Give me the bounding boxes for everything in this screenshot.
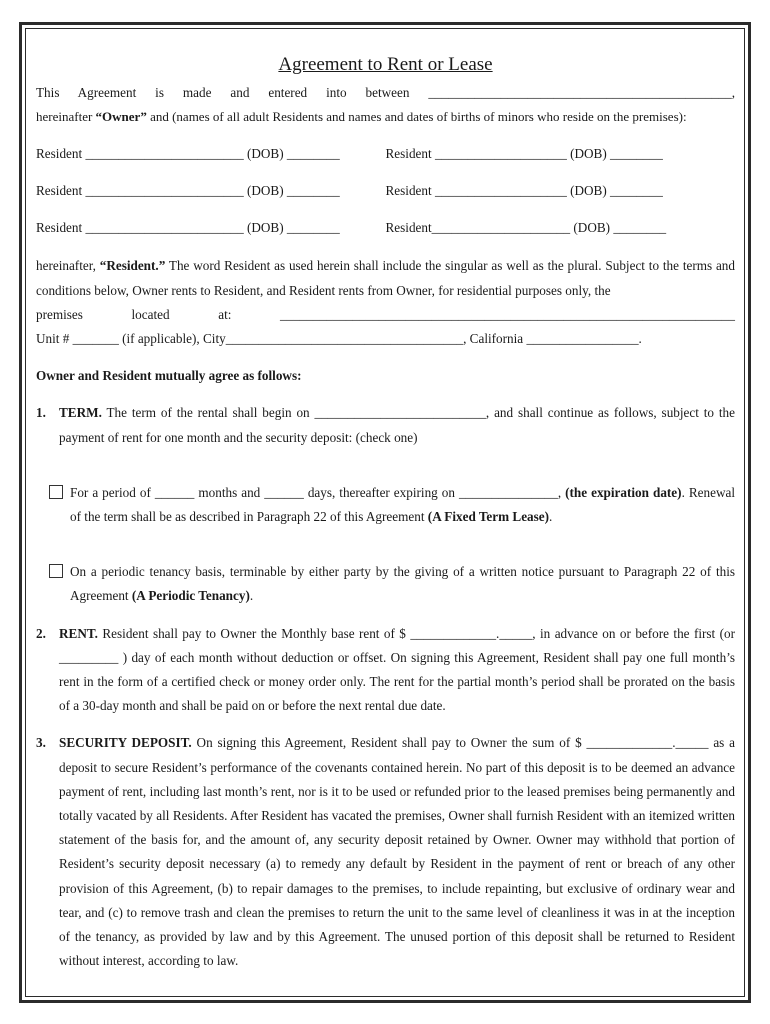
resident-label: “Resident.”	[99, 258, 166, 274]
periodic-tenancy-label: (A Periodic Tenancy)	[131, 588, 250, 604]
periodic-tenancy-checkbox[interactable]	[49, 564, 63, 578]
deposit-body	[59, 731, 735, 973]
resident-field[interactable]: Resident ________________________ (DOB) ________	[36, 220, 340, 236]
section-rent	[36, 622, 735, 719]
fixed-term-lease-label: (A Fixed Term Lease)	[427, 509, 550, 525]
mutual-agreement-heading: Owner and Resident mutually agree as follows:	[36, 368, 302, 384]
rent-heading: RENT.	[59, 625, 98, 641]
resident-field[interactable]: Resident ____________________ (DOB) ________	[385, 183, 663, 199]
periodic-tenancy-text: On a periodic tenancy basis, terminable by either party by the giving of a written notice pursuant to Paragraph 22 of this Agreement	[70, 564, 735, 604]
section-term	[36, 401, 735, 449]
deposit-heading: SECURITY DEPOSIT.	[59, 735, 192, 751]
document-title: Agreement to Rent or Lease	[278, 54, 493, 75]
hereinafter-paragraph	[36, 254, 735, 302]
option-periodic-tenancy	[36, 560, 735, 608]
deposit-text: On signing this Agreement, Resident shall pay to Owner the sum of $ _____________._____ as a deposit to secure Resident’s performance of the covenants contained herein. No part of this deposit is to be deemed an advance payment of rent, including last month’s rent, nor is it to be used or refunded prior to the leased premises being permanently and totally vacated by all Residents. After Resident has vacated the premises, Owner shall furnish Resident with an itemized written statement of the basis for, and the amount of, any security deposit retained by Owner. Owner may withhold that portion of Resident’s security deposit necessary (a) to remedy any default by Resident in the payment of rent or breach of any other provision of this Agreement, (b) to repair damages to the premises, to include repainting, but exclusive of ordinary wear and tear, and (c) to remove trash and clean the premises to return the unit to the same level of cleanliness it was in at the inception of the tenancy, as provided by law and by this Agreement. The unused portion of this deposit shall be returned to Resident without interest, according to law.	[59, 735, 735, 969]
fixed-term-renewal-text: . Renewal of the term shall be as described in Paragraph 22 of this Agreement	[70, 484, 735, 525]
intro-residents-instructions: and (names of all adult Residents and names and dates of births of minors who reside on the premises):	[146, 109, 687, 125]
periodic-tenancy-end: .	[249, 588, 254, 604]
section-security-deposit	[36, 731, 735, 973]
intro-hereinafter: hereinafter	[36, 109, 96, 125]
residents-block	[36, 142, 735, 240]
expiration-date-label: (the expiration date)	[565, 484, 682, 500]
agreement-document	[36, 52, 735, 973]
resident-field[interactable]: Resident ________________________ (DOB) ________	[36, 183, 340, 199]
resident-field[interactable]: Resident_____________________ (DOB) ________	[385, 220, 667, 236]
unit-city-line[interactable]: Unit # _______ (if applicable), City____________________________________, California _________________.	[36, 331, 642, 347]
section-number: 3.	[36, 735, 46, 751]
section-number: 1.	[36, 405, 46, 421]
premises-line[interactable]: premises located at: _____________________________________________________________________	[36, 306, 735, 322]
fixed-term-text: For a period of ______ months and ______ days, thereafter expiring on _______________,	[70, 484, 566, 500]
option-fixed-term	[36, 481, 735, 529]
intro-line-2	[36, 105, 735, 129]
intro-line-1: This Agreement is made and entered into between ______________________________________________,	[36, 85, 735, 100]
term-heading: TERM.	[59, 405, 102, 421]
rent-text: Resident shall pay to Owner the Monthly base rent of $ _____________._____, in advance on or before the first (or _________ ) day of each month without deduction or offset. On signing this Agreement, Resident shall pay one full month’s rent in the form of a certified check or money order only. The rent for the partial month’s period shall be prorated on the basis of a 30-day month and shall be paid on or before the next rental due date.	[59, 625, 735, 714]
rent-body	[59, 622, 735, 719]
intro-owner-label: “Owner”	[95, 109, 147, 125]
fixed-term-end: .	[549, 509, 553, 525]
resident-row	[36, 179, 735, 203]
fixed-term-checkbox[interactable]	[49, 485, 63, 499]
resident-field[interactable]: Resident ____________________ (DOB) ________	[385, 146, 663, 162]
term-text: The term of the rental shall begin on __________________________, and shall continue as follows, subject to the payment of rent for one month and the security deposit: (check one)	[59, 405, 735, 445]
resident-row	[36, 142, 735, 166]
hereinafter-prefix: hereinafter,	[36, 258, 100, 274]
resident-row	[36, 216, 735, 240]
hereinafter-text: The word Resident as used herein shall include the singular as well as the plural. Subject to the terms and conditions below, Owner rents to Resident, and Resident rents from Owner, for residential purposes only, the	[36, 258, 735, 298]
resident-field[interactable]: Resident ________________________ (DOB) ________	[36, 146, 340, 162]
term-body	[59, 401, 735, 449]
section-number: 2.	[36, 625, 46, 641]
